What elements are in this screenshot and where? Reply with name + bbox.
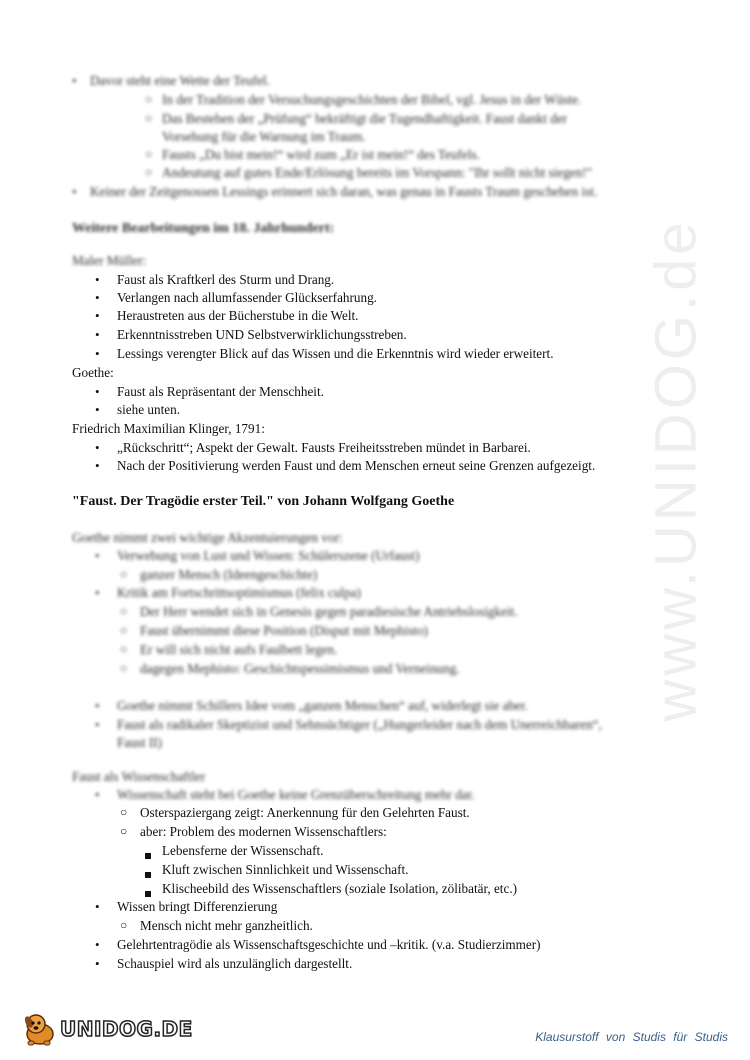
- list-item: Wissen bringt Differenzierung: [117, 899, 278, 914]
- list-item: Schauspiel wird als unzulänglich dargestellt.: [117, 956, 353, 971]
- watermark: www.UNIDOG.de: [643, 218, 709, 722]
- circle-bullet-icon: ○: [145, 147, 153, 161]
- text-line: dagegen Mephisto: Geschichtspessimismus und Verneinung.: [140, 661, 460, 676]
- text-line: Faust übernimmt diese Position (Disput mit Mephisto): [140, 623, 428, 638]
- list-item: Klischeebild des Wissenschaftlers (soziale Isolation, zölibatär, etc.): [162, 881, 518, 896]
- list-item: Faust als Kraftkerl des Sturm und Drang.: [117, 272, 335, 287]
- list-item: Gelehrtentragödie als Wissenschaftsgeschichte und –kritik. (v.a. Studierzimmer): [117, 937, 541, 952]
- circle-bullet-icon: ○: [145, 165, 153, 179]
- circle-bullet-icon: ○: [120, 805, 128, 819]
- circle-bullet-icon: ○: [120, 918, 128, 932]
- logo-text: UNIDOG.DE: [60, 1017, 193, 1041]
- bullet-icon: •: [95, 402, 100, 417]
- circle-bullet-icon: ○: [120, 623, 128, 637]
- text-line: Verwebung von Lust und Wissen: Schülerszene (Urfaust): [117, 548, 420, 563]
- text-line: Er will sich nicht aufs Faulbett legen.: [140, 642, 338, 657]
- square-bullet-icon: [145, 866, 151, 882]
- list-item: Verlangen nach allumfassender Glückserfahrung.: [117, 290, 377, 305]
- bullet-icon: •: [95, 440, 100, 455]
- text-line: Faust II): [117, 735, 163, 750]
- text-line: Vorsehung für die Warnung im Traum.: [162, 129, 366, 144]
- circle-bullet-icon: ○: [120, 604, 128, 618]
- circle-bullet-icon: ○: [145, 111, 153, 125]
- circle-bullet-icon: ○: [120, 824, 128, 838]
- text-line: Fausts „Du bist mein!“ wird zum „Er ist mein!“ des Teufels.: [162, 147, 480, 162]
- bullet-icon: •: [95, 698, 100, 713]
- list-item: aber: Problem des modernen Wissenschaftlers:: [140, 824, 387, 839]
- list-item: Heraustreten aus der Bücherstube in die Welt.: [117, 308, 359, 323]
- bullet-icon: •: [95, 327, 100, 342]
- text-line: Das Bestehen der „Prüfung“ bekräftigt die Tugendhaftigkeit. Faust dankt der: [162, 111, 568, 126]
- bullet-icon: •: [72, 73, 77, 88]
- text-line: Faust als radikaler Skeptizist und Sehnsüchtiger („Hungerleider nach dem Unerreichbaren“,: [117, 717, 602, 732]
- klinger-label: Friedrich Maximilian Klinger, 1791:: [72, 421, 265, 436]
- list-item: Kluft zwischen Sinnlichkeit und Wissenschaft.: [162, 862, 409, 877]
- list-item: „Rückschritt“; Aspekt der Gewalt. Fausts Freiheitsstreben mündet in Barbarei.: [117, 440, 531, 455]
- bullet-icon: •: [95, 548, 100, 563]
- bullet-icon: •: [95, 458, 100, 473]
- bullet-icon: •: [95, 384, 100, 399]
- bullet-icon: •: [95, 308, 100, 323]
- bullet-icon: •: [95, 585, 100, 600]
- bullet-icon: •: [95, 717, 100, 732]
- dog-mascot-icon: [20, 1012, 58, 1046]
- section-heading: Weitere Bearbeitungen im 18. Jahrhundert:: [72, 221, 335, 236]
- circle-bullet-icon: ○: [145, 92, 153, 106]
- text-line: Kritik am Fortschrittsoptimismus (felix culpa): [117, 585, 361, 600]
- bullet-icon: •: [95, 290, 100, 305]
- bullet-icon: •: [72, 184, 77, 199]
- text-line: Maler Müller:: [72, 253, 147, 268]
- bullet-icon: •: [95, 956, 100, 971]
- list-item: Erkenntnisstreben UND Selbstverwirklichungsstreben.: [117, 327, 407, 342]
- text-line: Der Herr wendet sich in Genesis gegen paradiesische Antriebslosigkeit.: [140, 604, 518, 619]
- text-line: Keiner der Zeitgenossen Lessings erinnert sich daran, was genau in Fausts Traum geschehen ist.: [90, 184, 598, 199]
- text-line: In der Tradition der Versuchungsgeschichten der Bibel, vgl. Jesus in der Wüste.: [162, 92, 582, 107]
- main-heading: "Faust. Der Tragödie erster Teil." von Johann Wolfgang Goethe: [72, 494, 455, 509]
- bullet-icon: •: [95, 346, 100, 361]
- list-item: Lessings verengter Blick auf das Wissen und die Erkenntnis wird wieder erweitert.: [117, 346, 554, 361]
- list-item: Nach der Positivierung werden Faust und dem Menschen erneut seine Grenzen aufgezeigt.: [117, 458, 596, 473]
- circle-bullet-icon: ○: [120, 661, 128, 675]
- bullet-icon: •: [95, 899, 100, 914]
- bullet-icon: •: [95, 937, 100, 952]
- list-item: Osterspaziergang zeigt: Anerkennung für den Gelehrten Faust.: [140, 805, 470, 820]
- list-item: Faust als Repräsentant der Menschheit.: [117, 384, 324, 399]
- circle-bullet-icon: ○: [120, 567, 128, 581]
- unidog-logo[interactable]: [20, 1012, 193, 1046]
- goethe-label: Goethe:: [72, 365, 114, 380]
- bullet-icon: •: [95, 272, 100, 287]
- text-line: ganzer Mensch (Ideengeschichte): [140, 567, 318, 582]
- footer-slogan: Klausurstoff von Studis für Studis: [535, 1030, 728, 1044]
- list-item: Mensch nicht mehr ganzheitlich.: [140, 918, 313, 933]
- text-line: Andeutung auf gutes Ende/Erlösung bereits im Vorspann: "Ihr sollt nicht siegen!": [162, 165, 593, 180]
- list-item: Lebensferne der Wissenschaft.: [162, 843, 324, 858]
- text-line: Goethe nimmt zwei wichtige Akzentuierungen vor:: [72, 530, 343, 545]
- text-line: Wissenschaft steht bei Goethe keine Grenzüberschreitung mehr dar.: [117, 787, 475, 802]
- bullet-icon: •: [95, 787, 100, 802]
- list-item: siehe unten.: [117, 402, 180, 417]
- text-line: Davor steht eine Wette der Teufel.: [90, 73, 270, 88]
- square-bullet-icon: [145, 847, 151, 863]
- text-line: Goethe nimmt Schillers Idee vom „ganzen Menschen“ auf, widerlegt sie aber.: [117, 698, 528, 713]
- text-line: Faust als Wissenschaftler: [72, 769, 206, 784]
- circle-bullet-icon: ○: [120, 642, 128, 656]
